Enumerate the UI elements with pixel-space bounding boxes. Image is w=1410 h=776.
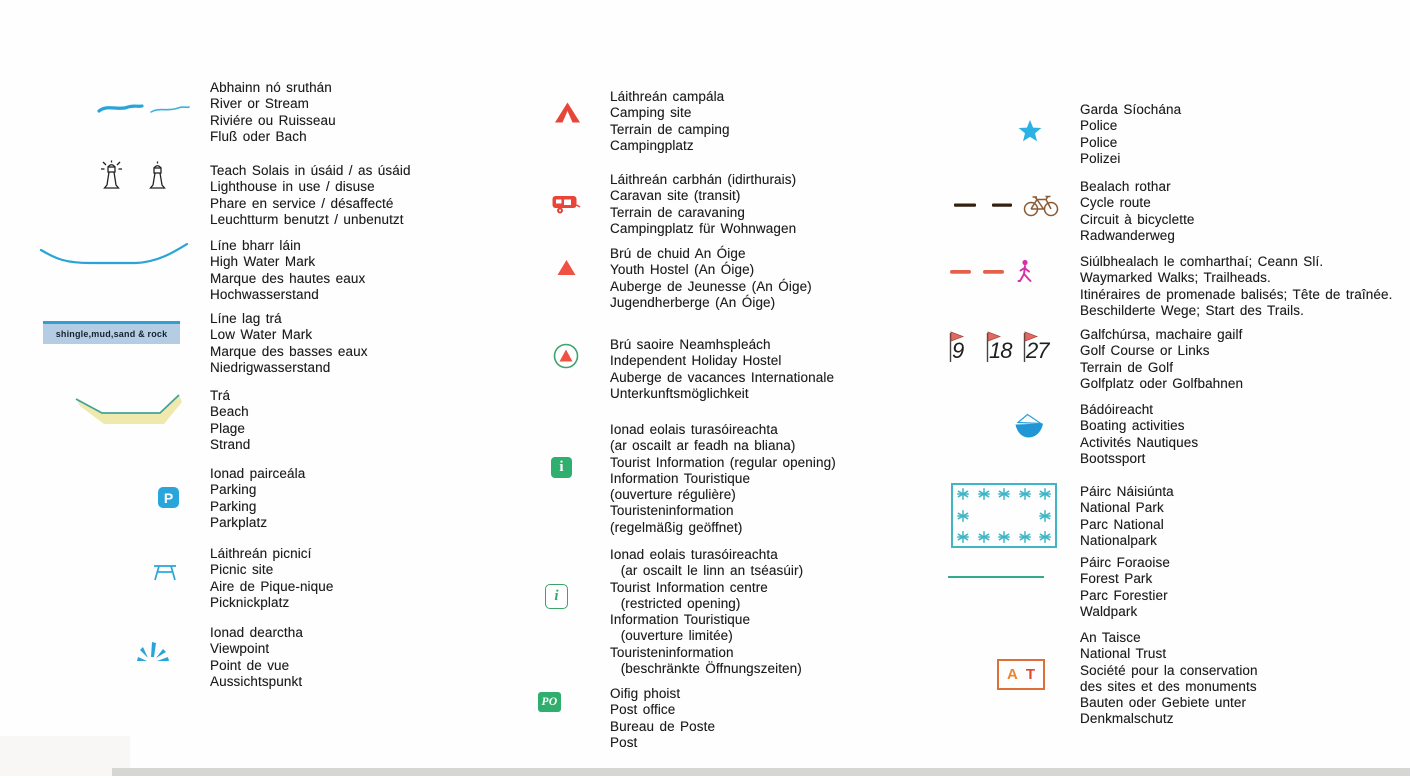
paper-texture (0, 736, 130, 776)
legend-text-line: Terrain de camping (610, 121, 730, 137)
legend-text-line: Marque des basses eaux (210, 343, 368, 359)
legend-text-line: Bauten oder Gebiete unter (1080, 695, 1247, 711)
legend-text-line: Terrain de Golf (1080, 359, 1174, 375)
legend-text-beach (210, 388, 250, 453)
info-regular-letter: i (559, 459, 564, 475)
legend-text-high-water-mark (210, 238, 365, 303)
tourist-info-restricted-icon (545, 584, 568, 609)
legend-text-line: Beach (210, 404, 249, 420)
legend-text-line: (ar oscailt ar feadh na bliana) (610, 438, 796, 454)
legend-text-line: Líne lag trá (210, 311, 282, 326)
legend-text-line: Denkmalschutz (1080, 711, 1174, 727)
golf-flag-27 (1022, 330, 1059, 368)
legend-text-line: Forest Park (1080, 571, 1153, 587)
legend-text-line: Láithreán carbhán (idirthurais) (610, 172, 797, 187)
legend-text-line: Fluß oder Bach (210, 128, 307, 144)
legend-text-line: Radwanderweg (1080, 227, 1176, 243)
info-restricted-letter: i (554, 588, 559, 604)
legend-text-line: (beschränkte Öffnungszeiten) (610, 661, 802, 677)
legend-text-line: Unterkunftsmöglichkeit (610, 385, 749, 401)
legend-text-line: Auberge de vacances Internationale (610, 369, 835, 385)
legend-text-post-office (610, 686, 715, 751)
legend-text-golf (1080, 327, 1243, 392)
legend-text-boating (1080, 402, 1198, 467)
legend-text-national-trust (1080, 630, 1258, 728)
post-office-icon (538, 692, 561, 712)
youth-hostel-icon (557, 259, 576, 276)
high-water-mark-icon (38, 240, 190, 268)
legend-text-line: Strand (210, 436, 251, 452)
legend-text-line: Leuchtturm benutzt / unbenutzt (210, 211, 404, 227)
police-star-icon (1018, 120, 1042, 143)
legend-text-line: Viewpoint (210, 641, 270, 657)
low-water-mark-icon (43, 321, 180, 344)
legend-text-line: Líne bharr láin (210, 238, 301, 253)
legend-text-line: Parkplatz (210, 514, 268, 530)
legend-text-line: Plage (210, 420, 246, 436)
legend-text-line: Waldpark (1080, 603, 1138, 619)
national-trust-letter-t: T (1025, 666, 1035, 683)
golf-flag-9 (948, 330, 985, 368)
legend-text-line: (ar oscailt le linn an tséasúir) (610, 563, 804, 579)
legend-text-line: Golf Course or Links (1080, 343, 1210, 359)
legend-text-line: Láithreán picnicí (210, 546, 312, 561)
legend-text-line: Niedrigwasserstand (210, 359, 331, 375)
legend-text-line: Point de vue (210, 657, 290, 673)
legend-text-line: Nationalpark (1080, 532, 1157, 548)
river-stream-icon (96, 98, 192, 118)
legend-text-line: des sites et des monuments (1080, 678, 1257, 694)
legend-text-line: Páirc Náisiúnta (1080, 484, 1174, 499)
legend-text-line: Bealach rothar (1080, 179, 1171, 194)
legend-text-parking (210, 466, 305, 531)
legend-text-line: Parc Forestier (1080, 587, 1168, 603)
legend-text-line: Information Touristique (610, 612, 751, 628)
page-edge-shadow (112, 768, 1410, 776)
legend-text-line: Information Touristique (610, 470, 751, 486)
legend-text-line: Ionad pairceála (210, 466, 306, 481)
legend-text-low-water-mark (210, 311, 368, 376)
legend-text-line: Bootssport (1080, 450, 1146, 466)
golf-number: 9 (952, 338, 964, 363)
bicycle-icon (1025, 197, 1058, 216)
legend-text-line: Circuit à bicyclette (1080, 211, 1195, 227)
legend-text-line: Tourist Information (regular opening) (610, 454, 836, 470)
legend-text-line: Itinéraires de promenade balisés; Tête de traînée. (1080, 286, 1393, 302)
legend-text-line: Waymarked Walks; Trailheads. (1080, 270, 1271, 286)
tourist-info-regular-icon (551, 457, 572, 478)
legend-text-police (1080, 102, 1181, 167)
legend-text-line: Siúlbhealach le comharthaí; Ceann Slí. (1080, 254, 1324, 269)
legend-text-line: Láithreán campála (610, 89, 725, 104)
legend-text-line: (ouverture limitée) (610, 628, 733, 644)
legend-text-line: Touristeninformation (610, 503, 734, 519)
legend-text-line: Beschilderte Wege; Start des Trails. (1080, 302, 1304, 318)
legend-text-picnic-site (210, 546, 333, 611)
legend-text-line: High Water Mark (210, 254, 316, 270)
legend-text-line: Golfplatz oder Golfbahnen (1080, 375, 1244, 391)
legend-text-line: Riviére ou Ruisseau (210, 112, 336, 128)
legend-text-line: An Taisce (1080, 630, 1141, 645)
golf-number: 18 (989, 338, 1012, 363)
camping-site-icon (554, 101, 581, 124)
legend-text-line: National Park (1080, 500, 1164, 516)
legend-text-info-regular (610, 422, 836, 536)
parking-letter: P (163, 489, 174, 506)
legend-text-line: Touristeninformation (610, 644, 734, 660)
legend-text-info-restricted (610, 547, 803, 677)
legend-text-line: Ionad dearctha (210, 625, 303, 640)
national-park-icon (951, 483, 1057, 548)
lighthouse-icon (100, 158, 176, 194)
legend-text-line: Marque des hautes eaux (210, 270, 366, 286)
post-office-label: PO (541, 696, 558, 708)
legend-text-line: Phare en service / désaffecté (210, 195, 394, 211)
legend-text-line: Camping site (610, 105, 692, 121)
legend-text-line: (ouverture régulière) (610, 487, 736, 503)
legend-text-holiday-hostel (610, 337, 834, 402)
legend-text-line: Ionad eolais turasóireachta (610, 547, 778, 562)
legend-text-line: (regelmäßig geöffnet) (610, 519, 743, 535)
waymarked-walks-icon (948, 256, 1038, 286)
beach-icon (72, 391, 186, 435)
legend-text-line: Brú saoire Neamhspleách (610, 337, 771, 352)
legend-text-line: Parc National (1080, 516, 1164, 532)
legend-text-line: Abhainn nó sruthán (210, 80, 332, 95)
legend-text-line: Bádóireacht (1080, 402, 1154, 417)
legend-text-line: Activités Nautiques (1080, 434, 1199, 450)
legend-text-viewpoint (210, 625, 303, 690)
legend-text-line: Caravan site (transit) (610, 188, 741, 204)
legend-text-line: Aire de Pique-nique (210, 578, 334, 594)
legend-text-line: Páirc Foraoise (1080, 555, 1170, 570)
picnic-site-icon (152, 560, 178, 582)
legend-text-line: Cycle route (1080, 195, 1151, 211)
legend-text-line: Picnic site (210, 562, 274, 578)
legend-text-line: Post (610, 734, 638, 750)
independent-holiday-hostel-icon (553, 343, 579, 369)
legend-text-line: Bureau de Poste (610, 718, 716, 734)
legend-text-line: Parking (210, 482, 257, 498)
legend-text-line: Lighthouse in use / disuse (210, 179, 375, 195)
legend-text-cycle-route (1080, 179, 1195, 244)
legend-text-forest-park (1080, 555, 1170, 620)
legend-text-line: Tourist Information centre (610, 579, 768, 595)
national-trust-icon (997, 659, 1045, 690)
legend-text-camping-site (610, 89, 730, 154)
legend-text-line: Parking (210, 498, 257, 514)
legend-text-line: Boating activities (1080, 418, 1185, 434)
legend-text-line: Brú de chuid An Óige (610, 246, 746, 261)
legend-text-line: Campingplatz für Wohnwagen (610, 220, 797, 236)
legend-text-line: Aussichtspunkt (210, 673, 303, 689)
legend-text-line: River or Stream (210, 96, 310, 112)
viewpoint-icon (136, 637, 172, 663)
walker-icon (1019, 260, 1031, 281)
legend-text-line: Campingplatz (610, 137, 694, 153)
legend-text-line: Low Water Mark (210, 327, 313, 343)
legend-text-line: Auberge de Jeunesse (An Óige) (610, 278, 812, 294)
legend-text-waymarked (1080, 254, 1392, 319)
legend-text-lighthouse (210, 163, 411, 228)
golf-number: 27 (1026, 338, 1049, 363)
legend-text-line: Galfchúrsa, machaire gailf (1080, 327, 1243, 342)
legend-text-line: Independent Holiday Hostel (610, 353, 782, 369)
legend-text-line: Picknickplatz (210, 594, 290, 610)
legend-text-youth-hostel (610, 246, 812, 311)
boating-icon (1014, 413, 1045, 440)
legend-text-line: Polizei (1080, 150, 1121, 166)
legend-text-national-park (1080, 484, 1174, 549)
low-water-label: shingle,mud,sand & rock (55, 329, 168, 339)
legend-text-line: Police (1080, 134, 1118, 150)
legend-text-line: Youth Hostel (An Óige) (610, 262, 755, 278)
legend-text-line: (restricted opening) (610, 595, 741, 611)
legend-text-line: Ionad eolais turasóireachta (610, 422, 778, 437)
legend-text-caravan-site (610, 172, 796, 237)
national-trust-letter-a: A (1006, 666, 1018, 683)
forest-park-icon (948, 576, 1044, 578)
legend-text-line: National Trust (1080, 646, 1167, 662)
legend-text-line: Oifig phoist (610, 686, 681, 701)
legend-text-line: Garda Síochána (1080, 102, 1182, 117)
golf-flag-18 (985, 330, 1022, 368)
legend-text-line: Teach Solais in úsáid / as úsáid (210, 163, 411, 178)
legend-text-line: Hochwasserstand (210, 286, 319, 302)
caravan-site-icon (551, 192, 581, 215)
cycle-route-icon (950, 192, 1062, 219)
legend-text-line: Société pour la conservation (1080, 662, 1258, 678)
legend-text-line: Jugendherberge (An Óige) (610, 294, 776, 310)
legend-text-line: Police (1080, 118, 1118, 134)
legend-text-river-stream (210, 80, 336, 145)
legend-text-line: Post office (610, 702, 676, 718)
golf-course-icon (948, 330, 1059, 368)
legend-text-line: Terrain de caravaning (610, 204, 745, 220)
legend-text-line: Trá (210, 388, 231, 403)
parking-icon (158, 487, 179, 508)
